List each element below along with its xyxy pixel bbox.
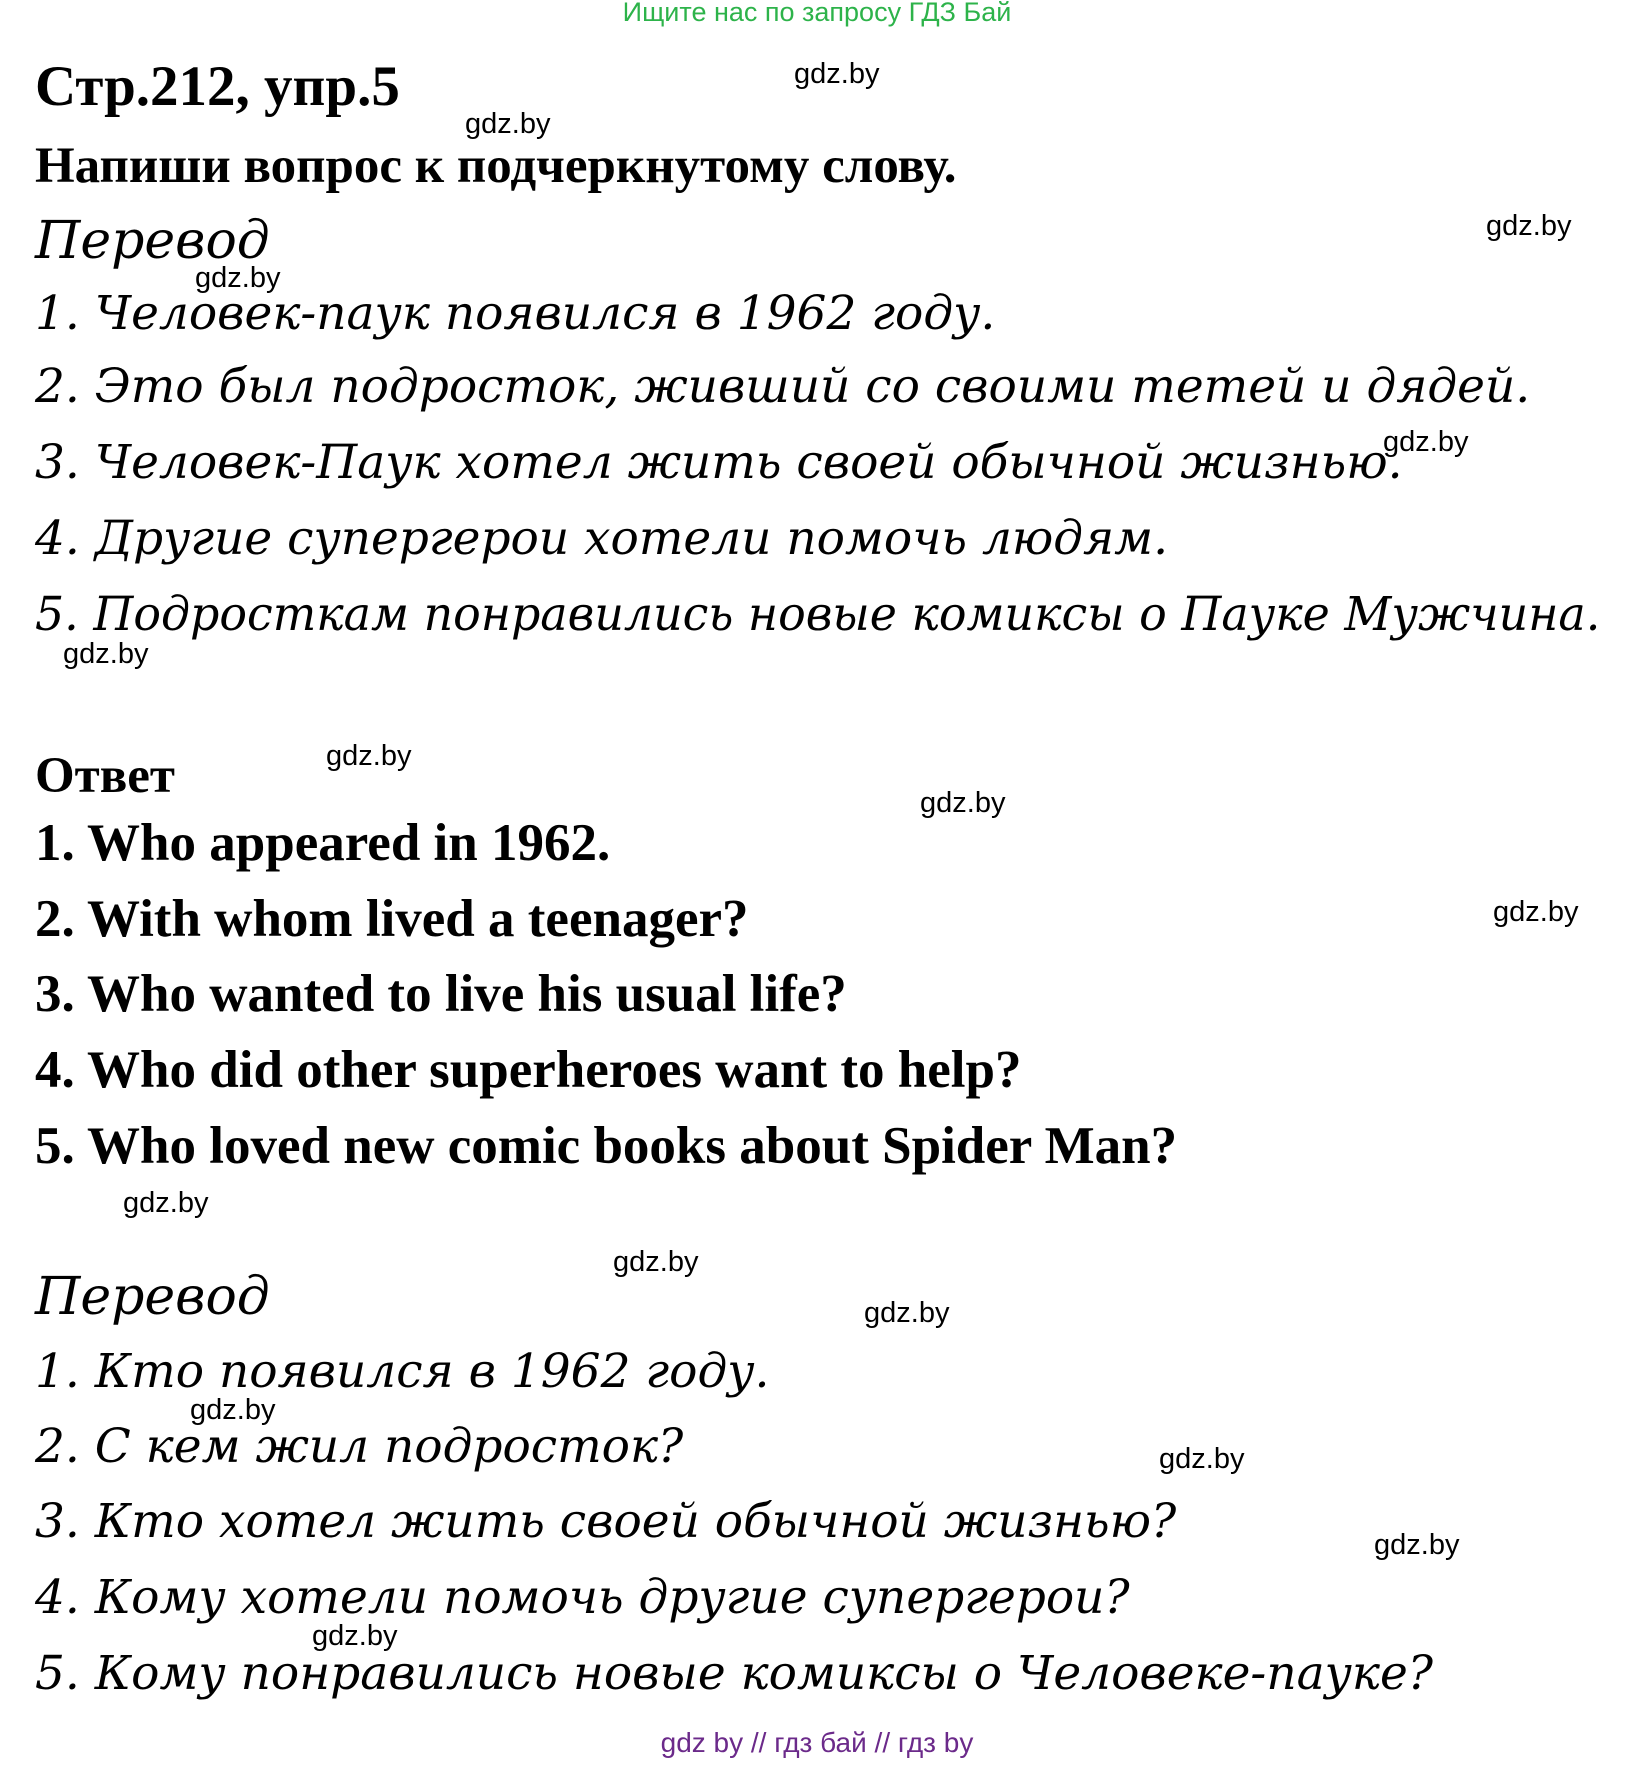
watermark: gdz.by xyxy=(920,787,1006,819)
answer-line: 3. Who wanted to live his usual life? xyxy=(35,965,847,1023)
answer-line: 2. With whom lived a teenager? xyxy=(35,890,749,948)
search-banner: Ищите нас по запросу ГДЗ Бай xyxy=(622,0,1012,27)
answer-translation-line: 5. Кому понравились новые комиксы о Человеке-пауке? xyxy=(35,1646,1433,1701)
footer-links: gdz by // гдз бай // гдз by xyxy=(660,1727,974,1758)
answer-translation-line: 2. С кем жил подросток? xyxy=(35,1419,684,1474)
answer-line: 4. Who did other superheroes want to help? xyxy=(35,1041,1022,1099)
watermark: gdz.by xyxy=(63,638,149,670)
task-line: 5. Подросткам понравились новые комиксы о Пауке Мужчина. xyxy=(35,587,1601,642)
watermark: gdz.by xyxy=(195,262,281,294)
answer-translation-line: 3. Кто хотел жить своей обычной жизнью? xyxy=(35,1494,1177,1549)
task-line: 4. Другие супергерои хотели помочь людям. xyxy=(35,511,1169,566)
task-translation-heading: Перевод xyxy=(35,211,270,271)
watermark: gdz.by xyxy=(465,108,551,140)
watermark: gdz.by xyxy=(1383,426,1469,458)
answer-translation-line: 4. Кому хотели помочь другие супергерои? xyxy=(35,1570,1130,1625)
watermark: gdz.by xyxy=(326,740,412,772)
answer-line: 5. Who loved new comic books about Spider Man? xyxy=(35,1117,1178,1175)
watermark: gdz.by xyxy=(1159,1443,1245,1475)
watermark: gdz.by xyxy=(1374,1529,1460,1561)
answer-heading: Ответ xyxy=(35,748,175,804)
task-line: 1. Человек-паук появился в 1962 году. xyxy=(35,286,996,341)
watermark: gdz.by xyxy=(190,1394,276,1426)
task-line: 3. Человек-Паук хотел жить своей обычной жизнью. xyxy=(35,435,1403,490)
watermark: gdz.by xyxy=(864,1297,950,1329)
page-title: Стр.212, упр.5 xyxy=(35,55,400,118)
watermark: gdz.by xyxy=(613,1246,699,1278)
task-line: 2. Это был подросток, живший со своими тетей и дядей. xyxy=(35,359,1531,414)
watermark: gdz.by xyxy=(794,58,880,90)
answer-line: 1. Who appeared in 1962. xyxy=(35,814,611,872)
watermark: gdz.by xyxy=(1486,210,1572,242)
watermark: gdz.by xyxy=(312,1620,398,1652)
watermark: gdz.by xyxy=(1493,896,1579,928)
answer-translation-heading: Перевод xyxy=(35,1267,270,1327)
exercise-instruction: Напиши вопрос к подчеркнутому слову. xyxy=(35,138,957,194)
watermark: gdz.by xyxy=(123,1187,209,1219)
answer-translation-line: 1. Кто появился в 1962 году. xyxy=(35,1344,770,1399)
